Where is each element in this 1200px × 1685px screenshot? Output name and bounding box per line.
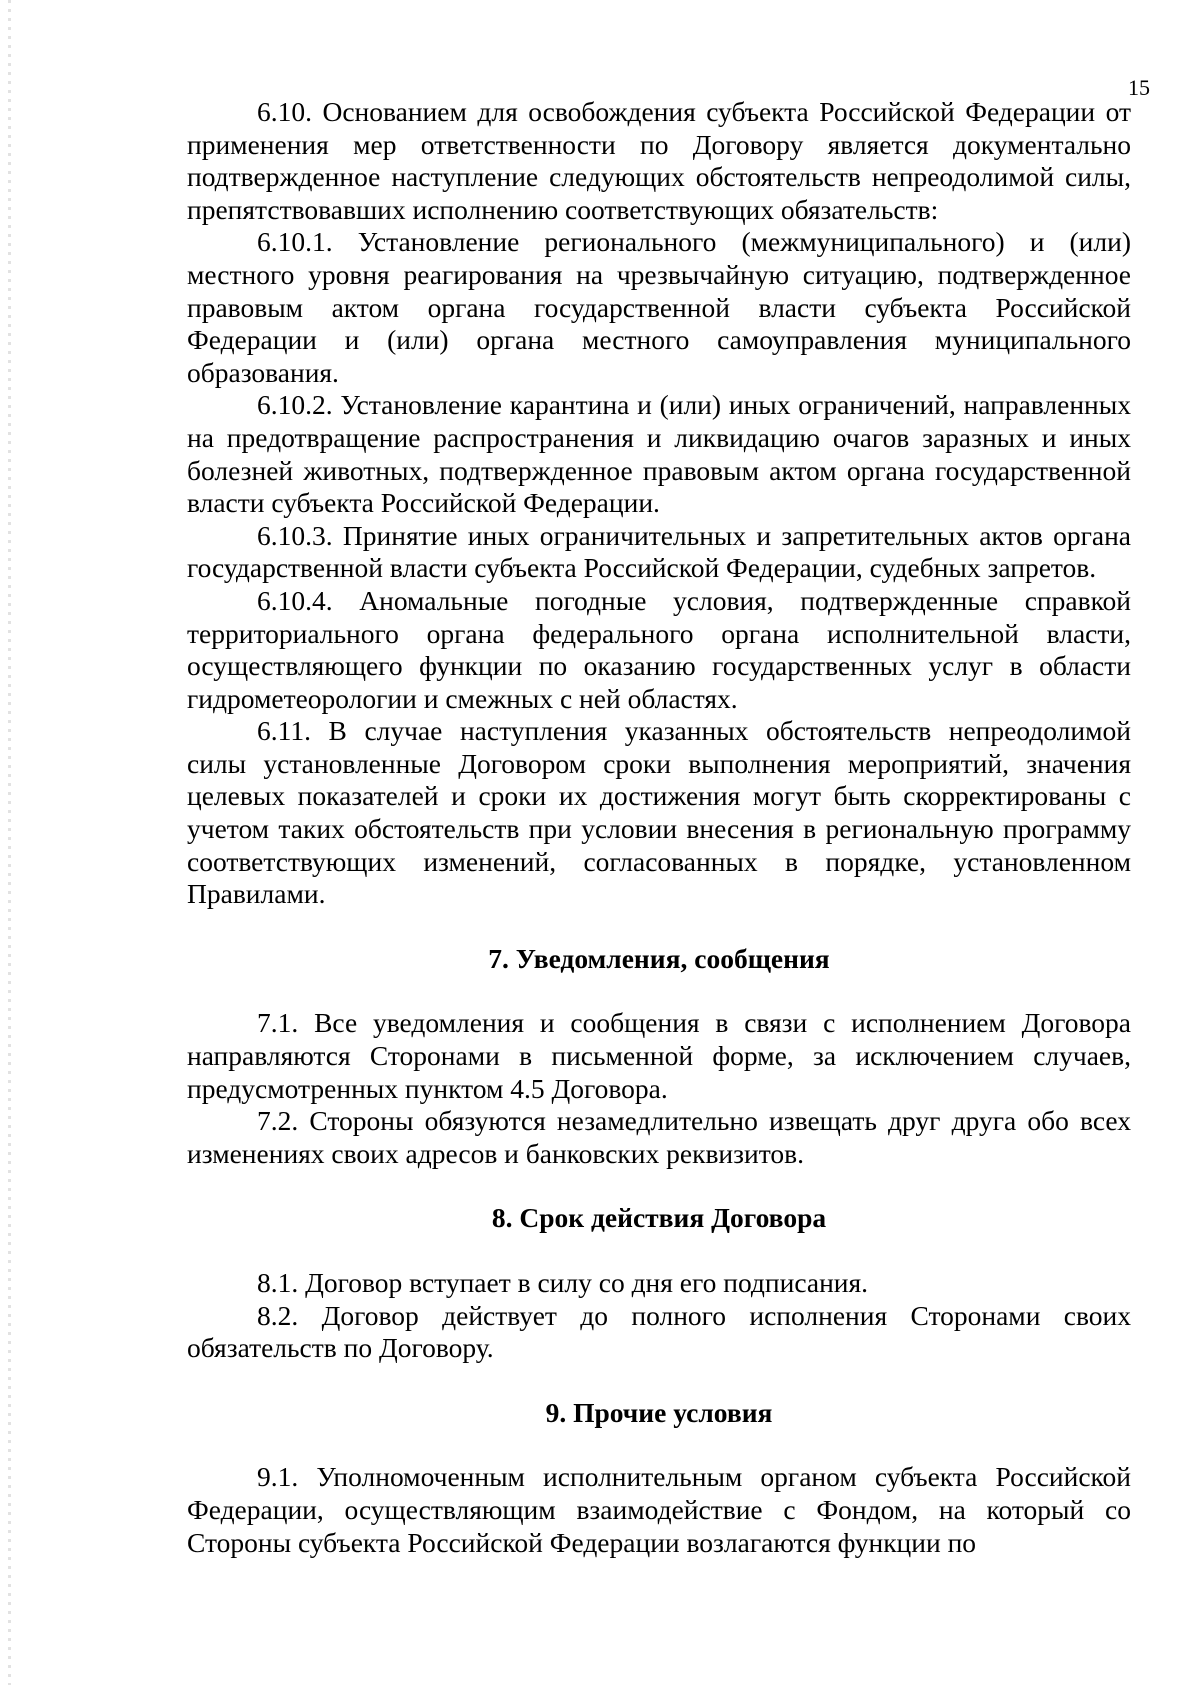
section-7-heading: 7. Уведомления, сообщения bbox=[488, 942, 830, 974]
clause-6-10-2: 6.10.2. Установление карантина и (или) иных ограничений, направленных на предотвращение распространения и ликвидацию очагов заразных и иных болезней животных, подтвержденное правовым актом органа государственной власти субъекта Российской Федерации. bbox=[187, 389, 1131, 519]
clause-6-10-1: 6.10.1. Установление регионального (межмуниципального) и (или) местного уровня реагирования на чрезвычайную ситуацию, подтвержденное правовым актом органа государственной власти субъекта Российской Федерации и (или) органа местного самоуправления муниципального образования. bbox=[187, 226, 1131, 388]
clause-6-10: 6.10. Основанием для освобождения субъекта Российской Федерации от применения мер ответственности по Договору является документально подтвержденное наступление следующих обстоятельств непреодолимой силы, препятствовавших исполнению соответствующих обязательств: bbox=[187, 96, 1131, 225]
page-number: 15 bbox=[1128, 75, 1150, 100]
section-8-heading: 8. Срок действия Договора bbox=[491, 1202, 827, 1234]
clause-7-2: 7.2. Стороны обязуются незамедлительно извещать друг друга обо всех изменениях своих адресов и банковских реквизитов. bbox=[187, 1105, 1131, 1169]
clause-9-1: 9.1. Уполномоченным исполнительным органом субъекта Российской Федерации, осуществляющим взаимодействие с Фондом, на который со Стороны субъекта Российской Федерации возлагаются функции по bbox=[187, 1461, 1131, 1558]
clause-7-1: 7.1. Все уведомления и сообщения в связи с исполнением Договора направляются Сторонами в письменной форме, за исключением случаев, предусмотренных пунктом 4.5 Договора. bbox=[187, 1007, 1131, 1104]
clause-6-11: 6.11. В случае наступления указанных обстоятельств непреодолимой силы установленные Договором сроки выполнения мероприятий, значения целевых показателей и сроки их достижения могут быть скорректированы с учетом таких обстоятельств при условии внесения в региональную программу соответствующих изменений, согласованных в порядке, установленном Правилами. bbox=[187, 715, 1131, 910]
clause-8-1: 8.1. Договор вступает в силу со дня его подписания. bbox=[257, 1267, 869, 1298]
section-9-heading: 9. Прочие условия bbox=[545, 1396, 773, 1428]
scan-edge-artifact bbox=[8, 0, 11, 1685]
clause-6-10-3: 6.10.3. Принятие иных ограничительных и запретительных актов органа государственной власти субъекта Российской Федерации, судебных запретов. bbox=[187, 519, 1131, 584]
clause-8-2: 8.2. Договор действует до полного исполнения Сторонами своих обязательств по Договору. bbox=[187, 1299, 1131, 1364]
document-body bbox=[187, 96, 1131, 1559]
clause-6-10-4: 6.10.4. Аномальные погодные условия, подтвержденные справкой территориального органа федерального органа исполнительной власти, осуществляющего функции по оказанию государственных услуг в области гидрометеорологии и смежных с ней областях. bbox=[187, 584, 1131, 714]
